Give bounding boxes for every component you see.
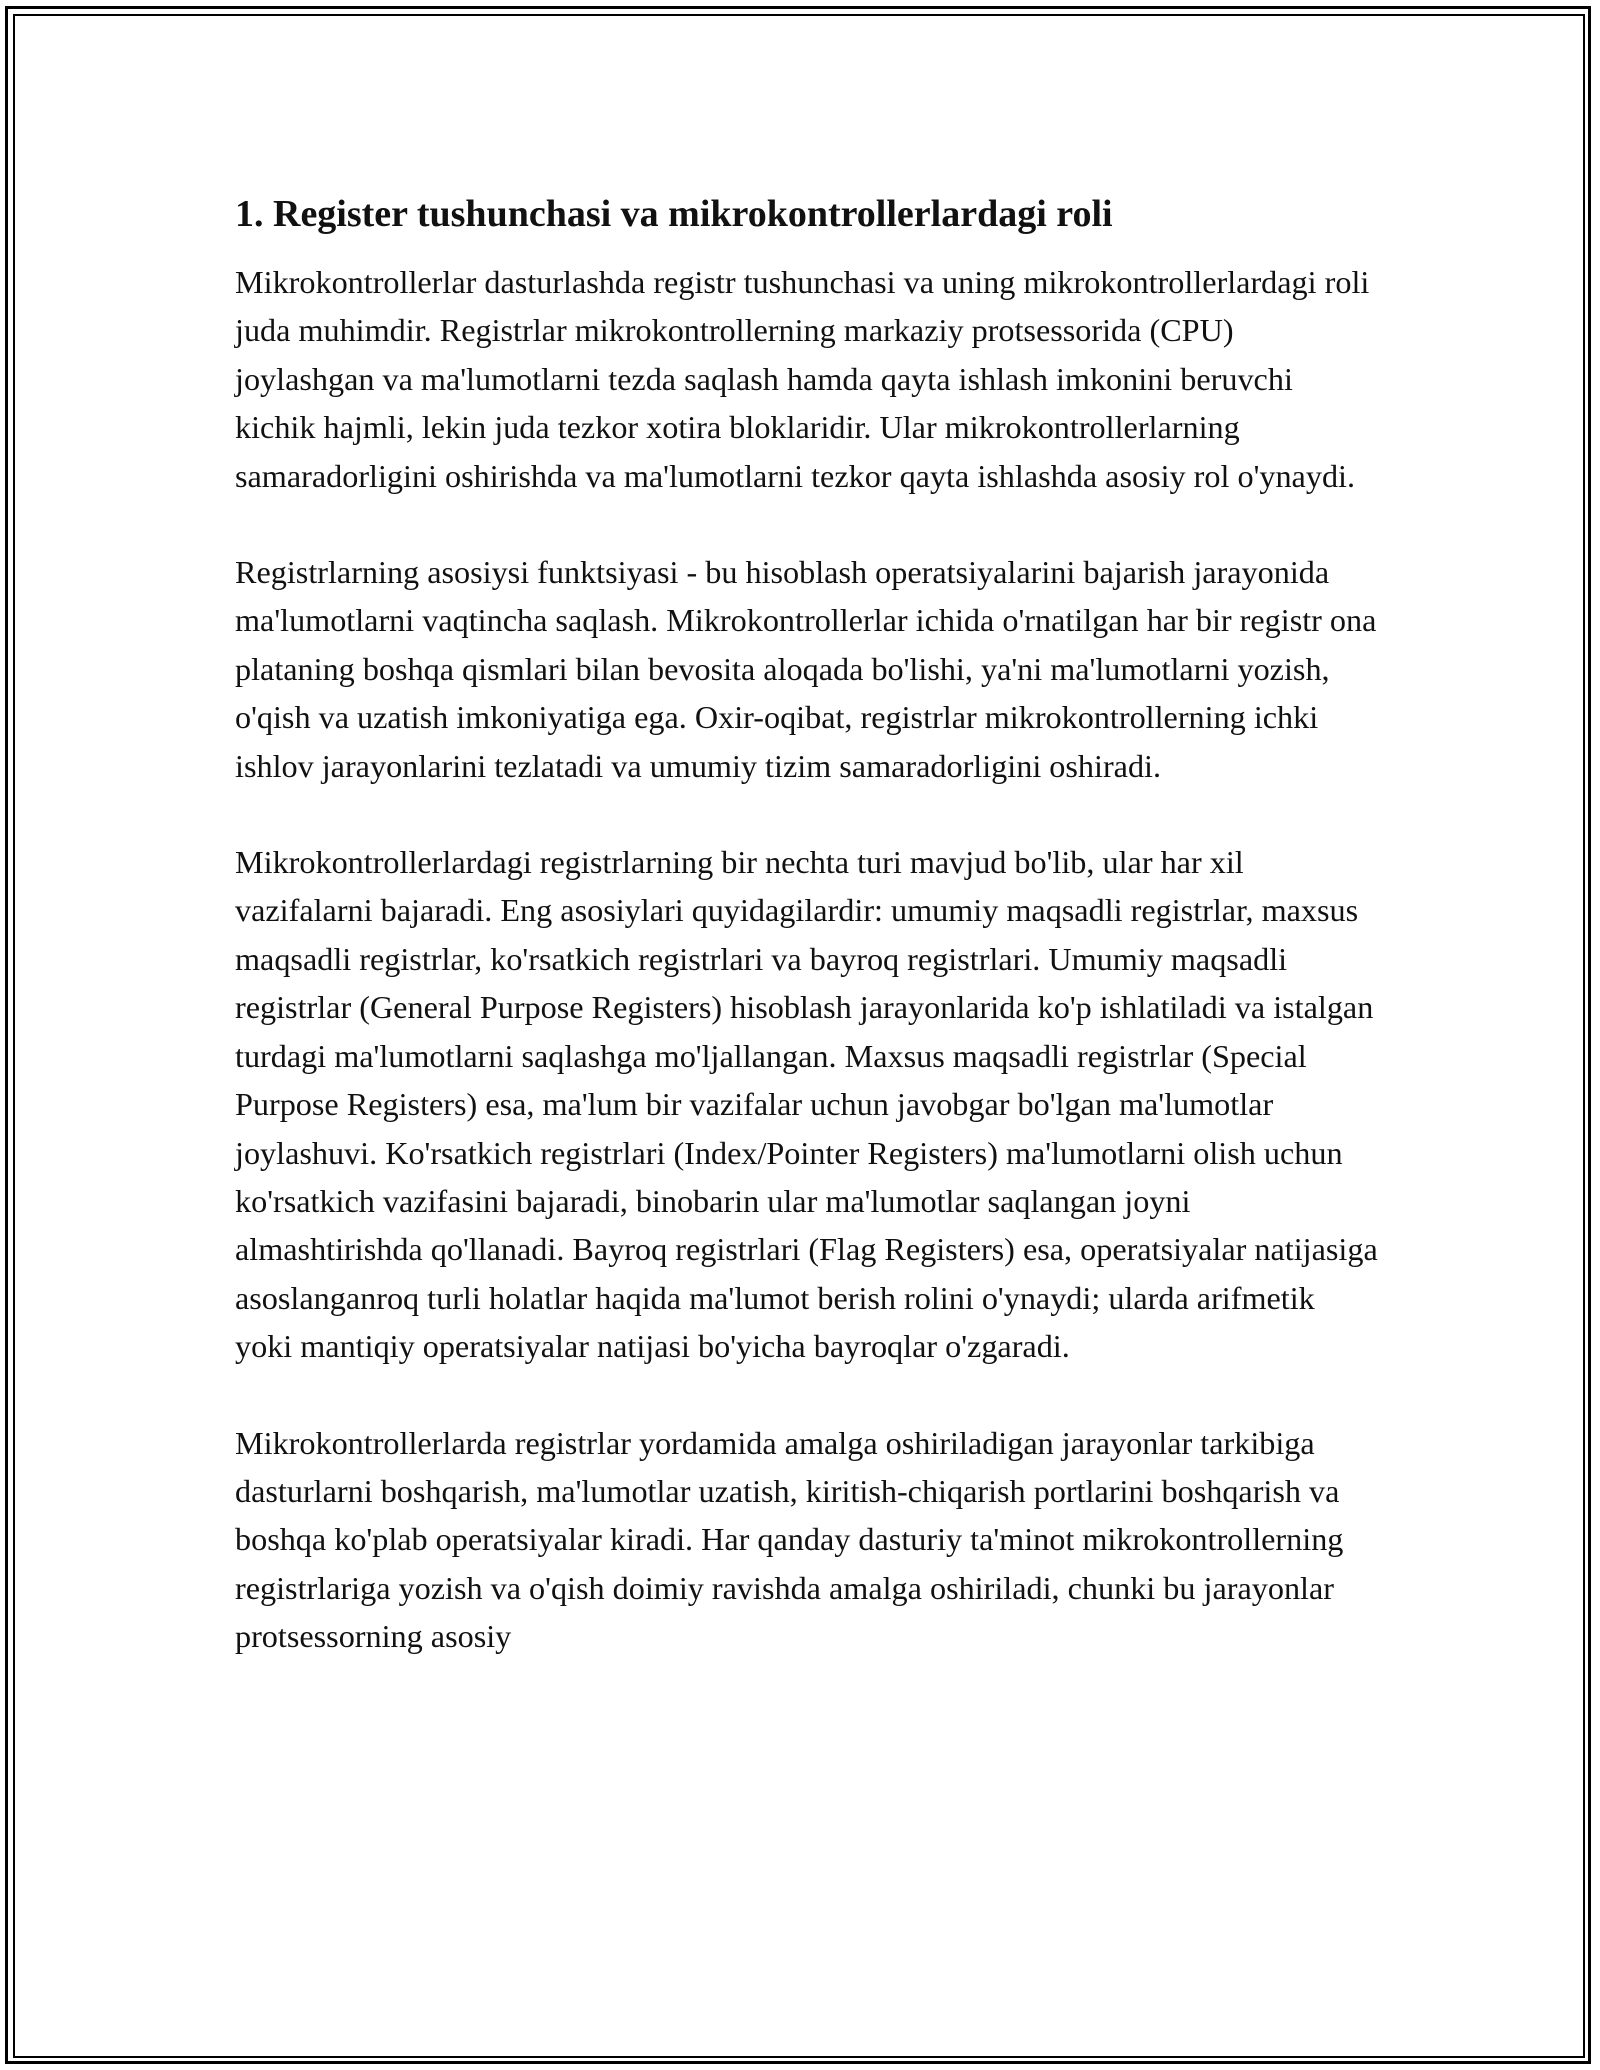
paragraph-4: Mikrokontrollerlarda registrlar yordamida amalga oshiriladigan jarayonlar tarkibiga dasturlarni boshqarish, ma'lumotlar uzatish, kiritish-chiqarish portlarini boshqarish va boshqa ko'plab operatsiyalar kiradi. Har qanday dasturiy ta'minot mikrokontrollerning registrlariga yozish va o'qish doimiy ravishda amalga oshiriladi, chunki bu jarayonlar protsessorning asosiy: [235, 1424, 1344, 1655]
paragraph-1: Mikrokontrollerlar dasturlashda registr tushunchasi va uning mikrokontrollerlardagi roli juda muhimdir. Registrlar mikrokontrollerning markaziy protsessorida (CPU) joylashgan va ma'lumotlarni tezda saqlash hamda qayta ishlash imkonini beruvchi kichik hajmli, lekin juda tezkor xotira bloklaridir. Ular mikrokontrollerlarning samaradorligini oshirishda va ma'lumotlarni tezkor qayta ishlashda asosiy rol o'ynaydi.: [235, 264, 1370, 494]
section-heading: 1. Register tushunchasi va mikrokontrollerlardagi roli: [235, 193, 1113, 235]
document-body: [235, 190, 1380, 1709]
paragraph-2: Registrlarning asosiysi funktsiyasi - bu hisoblash operatsiyalarini bajarish jarayonida ma'lumotlarni vaqtincha saqlash. Mikrokontrollerlar ichida o'rnatilgan har bir registr ona plataning boshqa qismlari bilan bevosita aloqada bo'lishi, ya'ni ma'lumotlarni yozish, o'qish va uzatish imkoniyatiga ega. Oxir-oqibat, registrlar mikrokontrollerning ichki ishlov jarayonlarini tezlatadi va umumiy tizim samaradorligini oshiradi.: [235, 554, 1377, 784]
paragraph-3: Mikrokontrollerlardagi registrlarning bir nechta turi mavjud bo'lib, ular har xil vazifalarni bajaradi. Eng asosiylari quyidagilardir: umumiy maqsadli registrlar, maxsus maqsadli registrlar, ko'rsatkich registrlari va bayroq registrlari. Umumiy maqsadli registrlar (General Purpose Registers) hisoblash jarayonlarida ko'p ishlatiladi va istalgan turdagi ma'lumotlarni saqlashga mo'ljallangan. Maxsus maqsadli registrlar (Special Purpose Registers) esa, ma'lum bir vazifalar uchun javobgar bo'lgan ma'lumotlar joylashuvi. Ko'rsatkich registrlari (Index/Pointer Registers) ma'lumotlarni olish uchun ko'rsatkich vazifasini bajaradi, binobarin ular ma'lumotlar saqlangan joyni almashtirishda qo'llanadi. Bayroq registrlari (Flag Registers) esa, operatsiyalar natijasiga asoslanganroq turli holatlar haqida ma'lumot berish rolini o'ynaydi; ularda arifmetik yoki mantiqiy operatsiyalar natijasi bo'yicha bayroqlar o'zgaradi.: [235, 844, 1378, 1365]
